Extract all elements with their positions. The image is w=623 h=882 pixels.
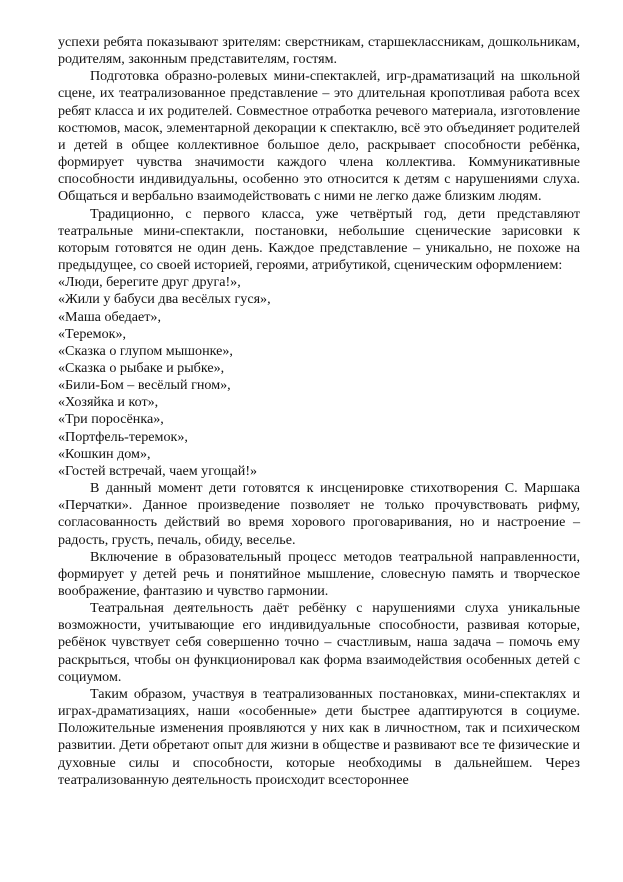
paragraph-continuation: успехи ребята показывают зрителям: сверстникам, старшеклассникам, дошкольникам, родителям, законным представителям, гостям. (58, 34, 580, 68)
performance-item: «Жили у бабуси два весёлых гуся», (58, 291, 271, 308)
performance-item: «Хозяйка и кот», (58, 394, 159, 411)
performance-item: «Сказка о рыбаке и рыбке», (58, 359, 225, 376)
performance-item: «Теремок», (58, 325, 127, 342)
document-page (58, 34, 580, 789)
performance-item: «Три поросёнка», (58, 411, 164, 428)
performance-item: «Маша обедает», (58, 308, 161, 325)
performance-item: «Портфель-теремок», (58, 428, 188, 445)
performance-item: «Кошкин дом», (58, 445, 151, 462)
paragraph-current-work: В данный момент дети готовятся к инсценировке стихотворения С. Маршака «Перчатки». Данное произведение позволяет не только прочувствовать рифму, согласованность действий во время хорового проговаривания, но и настроение – радость, грусть, печаль, обиду, веселье. (58, 480, 580, 548)
performance-item: «Сказка о глупом мышонке», (58, 342, 233, 359)
paragraph-preparation: Подготовка образно-ролевых мини-спектаклей, игр-драматизаций на школьной сцене, их театрализованное представление – это длительная кропотливая работа всех ребят класса и их родителей. Совместное отработка речевого материала, изготовление костюмов, масок, элементарной декорации к спектаклю, всё это объединяет родителей и детей в общее коллективное большое дело, раскрывает способности ребёнка, формирует чувства значимости каждого члена коллектива. Коммуникативные способности индивидуальны, особенно это относится к детям с нарушениями слуха. Общаться и вербально взаимодействовать с ними не легко даже близким людям. (58, 68, 580, 205)
paragraph-methods: Включение в образовательный процесс методов театральной направленности, формирует у детей речь и понятийное мышление, словесную память и творческое воображение, фантазию и чувство гармонии. (58, 548, 580, 599)
paragraph-theatre-activity: Театральная деятельность даёт ребёнку с нарушениями слуха уникальные возможности, учитывающие его индивидуальные способности, развивая которые, ребёнок чувствует себя совершенно точно – счастливым, наша задача – помочь ему раскрыться, чтобы он функционировал как форма взаимодействия особенных детей с социумом. (58, 600, 580, 685)
performance-list (58, 274, 580, 480)
paragraph-conclusion: Таким образом, участвуя в театрализованных постановках, мини-спектаклях и играх-драматизациях, наши «особенные» дети быстрее адаптируются в социуме. Положительные изменения проявляются у них как в личностном, так и психическом развитии. Дети обретают опыт для жизни в обществе и развивают все те физические и духовные силы и способности, которые необходимы в дальнейшем. Через театрализованную деятельность происходит всестороннее (58, 685, 580, 788)
performance-item: «Били-Бом – весёлый гном», (58, 377, 231, 394)
paragraph-tradition: Традиционно, с первого класса, уже четвёртый год, дети представляют театральные мини-спектакли, постановки, небольшие сценические зарисовки к которым готовятся не один день. Каждое представление – уникально, не похоже на предыдущее, со своей историей, героями, атрибутикой, сценическим оформлением: (58, 205, 580, 274)
performance-item: «Гостей встречай, чаем угощай!» (58, 462, 258, 479)
performance-item: «Люди, берегите друг друга!», (58, 274, 241, 291)
